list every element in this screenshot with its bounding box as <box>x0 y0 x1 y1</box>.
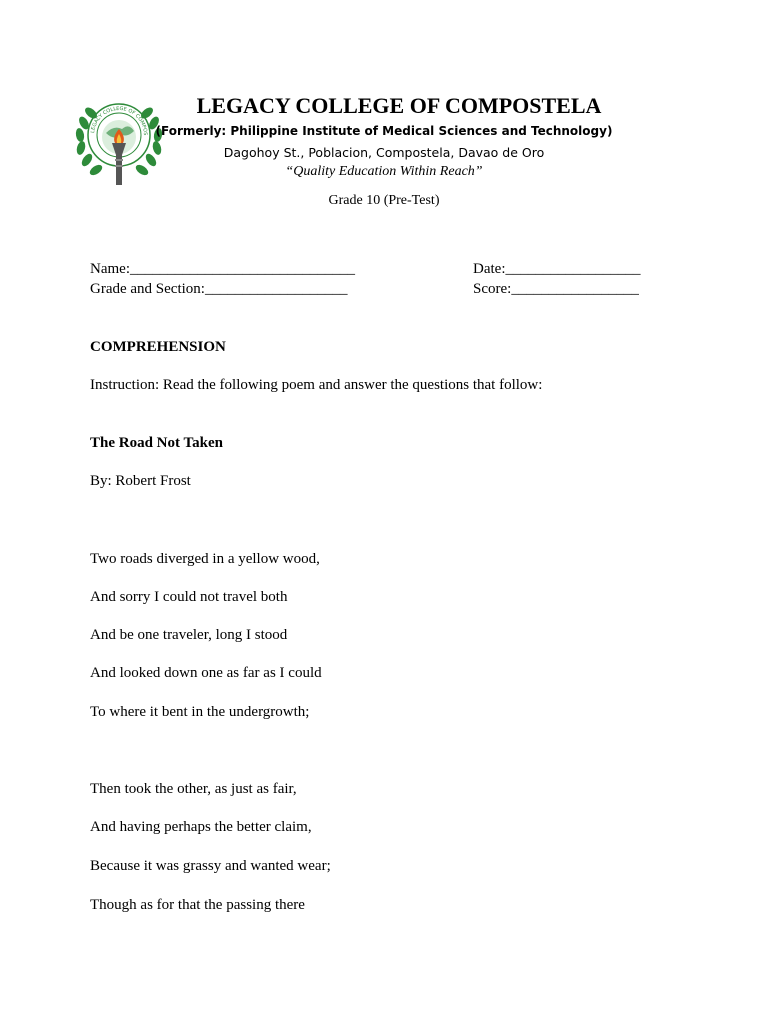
date-field[interactable]: Date:__________________ <box>473 261 641 277</box>
school-motto: “Quality Education Within Reach” <box>285 164 483 179</box>
poem-line: And having perhaps the better claim, <box>90 819 312 835</box>
instruction-text: Instruction: Read the following poem and answer the questions that follow: <box>90 377 543 393</box>
poem-line: And sorry I could not travel both <box>90 589 288 605</box>
svg-text:LEGACY COLLEGE OF COMPOSTELA: LEGACY COLLEGE OF COMPOS <box>90 105 149 136</box>
poem-line: To where it bent in the undergrowth; <box>90 704 310 720</box>
section-heading: COMPREHENSION <box>90 339 226 355</box>
exam-title: Grade 10 (Pre-Test) <box>328 193 440 208</box>
poem-title: The Road Not Taken <box>90 435 223 451</box>
name-field[interactable]: Name:______________________________ <box>90 261 355 277</box>
grade-section-field[interactable]: Grade and Section:___________________ <box>90 281 348 297</box>
poem-line: Because it was grassy and wanted wear; <box>90 858 331 874</box>
poem-author: By: Robert Frost <box>90 473 191 489</box>
score-field[interactable]: Score:_________________ <box>473 281 639 297</box>
school-name: LEGACY COLLEGE OF COMPOSTELA <box>196 93 602 118</box>
poem-line: And looked down one as far as I could <box>90 665 322 681</box>
poem-line: Then took the other, as just as fair, <box>90 781 297 797</box>
school-address: Dagohoy St., Poblacion, Compostela, Davao de Oro <box>223 145 545 160</box>
poem-line: Though as for that the passing there <box>90 897 305 913</box>
poem-line: Two roads diverged in a yellow wood, <box>90 551 320 567</box>
former-name: (Formerly: Philippine Institute of Medical Sciences and Technology) <box>155 124 613 138</box>
poem-line: And be one traveler, long I stood <box>90 627 288 643</box>
